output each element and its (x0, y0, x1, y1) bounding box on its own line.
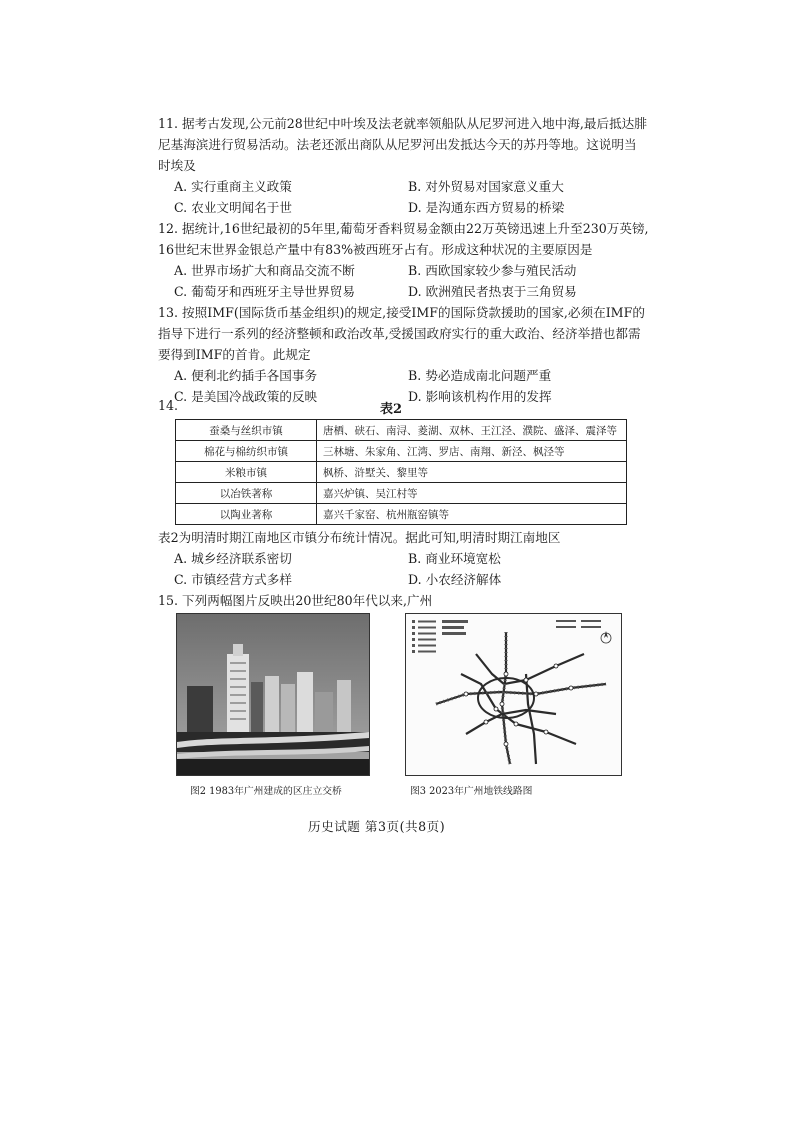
question-11-line-3: 时埃及 (158, 158, 196, 173)
figure-3-caption: 图3 2023年广州地铁线路图 (410, 786, 533, 797)
interchange-photo (176, 613, 370, 776)
question-14-options-row-2 (158, 569, 644, 590)
question-13-line-2: 指导下进行一系列的经济整顿和政治改革,受援国政府实行的重大政治、经济举措也都需 (158, 326, 641, 341)
option-d: D. 小农经济解体 (408, 572, 502, 587)
question-14-options-row-1 (158, 548, 644, 569)
table-cell-towns: 枫桥、浒墅关、黎里等 (317, 462, 627, 483)
figure-2-caption: 图2 1983年广州建成的区庄立交桥 (190, 786, 342, 797)
question-12-line-1: 12. 据统计,16世纪最初的5年里,葡萄牙香料贸易金额由22万英镑迅速上升至230万英镑, (158, 221, 649, 236)
option-d: D. 是沟通东西方贸易的桥梁 (408, 200, 565, 215)
question-13-options-row-1 (158, 365, 644, 386)
option-a: A. 城乡经济联系密切 (174, 551, 292, 566)
question-15-stem: 15. 下列两幅图片反映出20世纪80年代以来,广州 (158, 593, 433, 608)
table-cell-category: 以陶业著称 (176, 504, 317, 525)
table-row (176, 462, 627, 483)
table-cell-towns: 嘉兴千家窑、杭州瓶窑镇等 (317, 504, 627, 525)
table-title: 表2 (380, 402, 403, 417)
option-c: C. 是美国冷战政策的反映 (174, 389, 318, 404)
table-row (176, 420, 627, 441)
question-11-options-row-2 (158, 197, 644, 218)
question-14-number: 14. (158, 398, 179, 413)
option-b: B. 西欧国家较少参与殖民活动 (408, 263, 577, 278)
page-footer: 历史试题 第3页(共8页) (308, 819, 446, 834)
table-cell-towns: 唐栖、硖石、南浔、菱湖、双林、王江泾、濮院、盛泽、震泽等 (317, 420, 627, 441)
metro-route-diagram (406, 614, 621, 775)
table-cell-category: 蚕桑与丝织市镇 (176, 420, 317, 441)
table-cell-category: 棉花与棉纺织市镇 (176, 441, 317, 462)
table-cell-towns: 嘉兴炉镇、吴江村等 (317, 483, 627, 504)
option-b: B. 商业环境宽松 (408, 551, 501, 566)
question-12 (158, 218, 649, 302)
question-13-line-1: 13. 按照IMF(国际货币基金组织)的规定,接受IMF的国际贷款援助的国家,必须在IMF的 (158, 305, 645, 320)
option-b: B. 对外贸易对国家意义重大 (408, 179, 564, 194)
city-skyline-image (177, 614, 369, 775)
table-cell-towns: 三林塘、朱家角、江湾、罗店、南翔、新泾、枫泾等 (317, 441, 627, 462)
option-c: C. 农业文明闻名于世 (174, 200, 292, 215)
question-12-options-row-1 (158, 260, 644, 281)
question-11 (158, 113, 647, 218)
question-11-line-2: 尼基海滨进行贸易活动。法老还派出商队从尼罗河出发抵达今天的苏丹等地。这说明当 (158, 137, 637, 152)
option-a: A. 世界市场扩大和商品交流不断 (174, 263, 355, 278)
table-cell-category: 以冶铁著称 (176, 483, 317, 504)
metro-map (405, 613, 622, 776)
table-cell-category: 米粮市镇 (176, 462, 317, 483)
question-14-stem: 表2为明清时期江南地区市镇分布统计情况。据此可知,明清时期江南地区 (158, 530, 561, 545)
option-c: C. 葡萄牙和西班牙主导世界贸易 (174, 284, 355, 299)
table-row (176, 483, 627, 504)
question-13-line-3: 要得到IMF的首肯。此规定 (158, 347, 311, 362)
question-12-options-row-2 (158, 281, 644, 302)
option-d: D. 欧洲殖民者热衷于三角贸易 (408, 284, 577, 299)
option-b: B. 势必造成南北问题严重 (408, 368, 552, 383)
question-14 (158, 527, 644, 590)
option-c: C. 市镇经营方式多样 (174, 572, 292, 587)
option-a: A. 便利北约插手各国事务 (174, 368, 318, 383)
market-town-table (175, 419, 627, 525)
option-a: A. 实行重商主义政策 (174, 179, 292, 194)
table-row (176, 504, 627, 525)
question-13 (158, 302, 644, 407)
question-15 (158, 590, 644, 611)
option-d: D. 影响该机构作用的发挥 (408, 389, 552, 404)
question-11-options-row-1 (158, 176, 644, 197)
question-12-line-2: 16世纪末世界金银总产量中有83%被西班牙占有。形成这种状况的主要原因是 (158, 242, 593, 257)
table-row (176, 441, 627, 462)
question-11-line-1: 11. 据考古发现,公元前28世纪中叶埃及法老就率领船队从尼罗河进入地中海,最后抵达腓 (158, 116, 647, 131)
